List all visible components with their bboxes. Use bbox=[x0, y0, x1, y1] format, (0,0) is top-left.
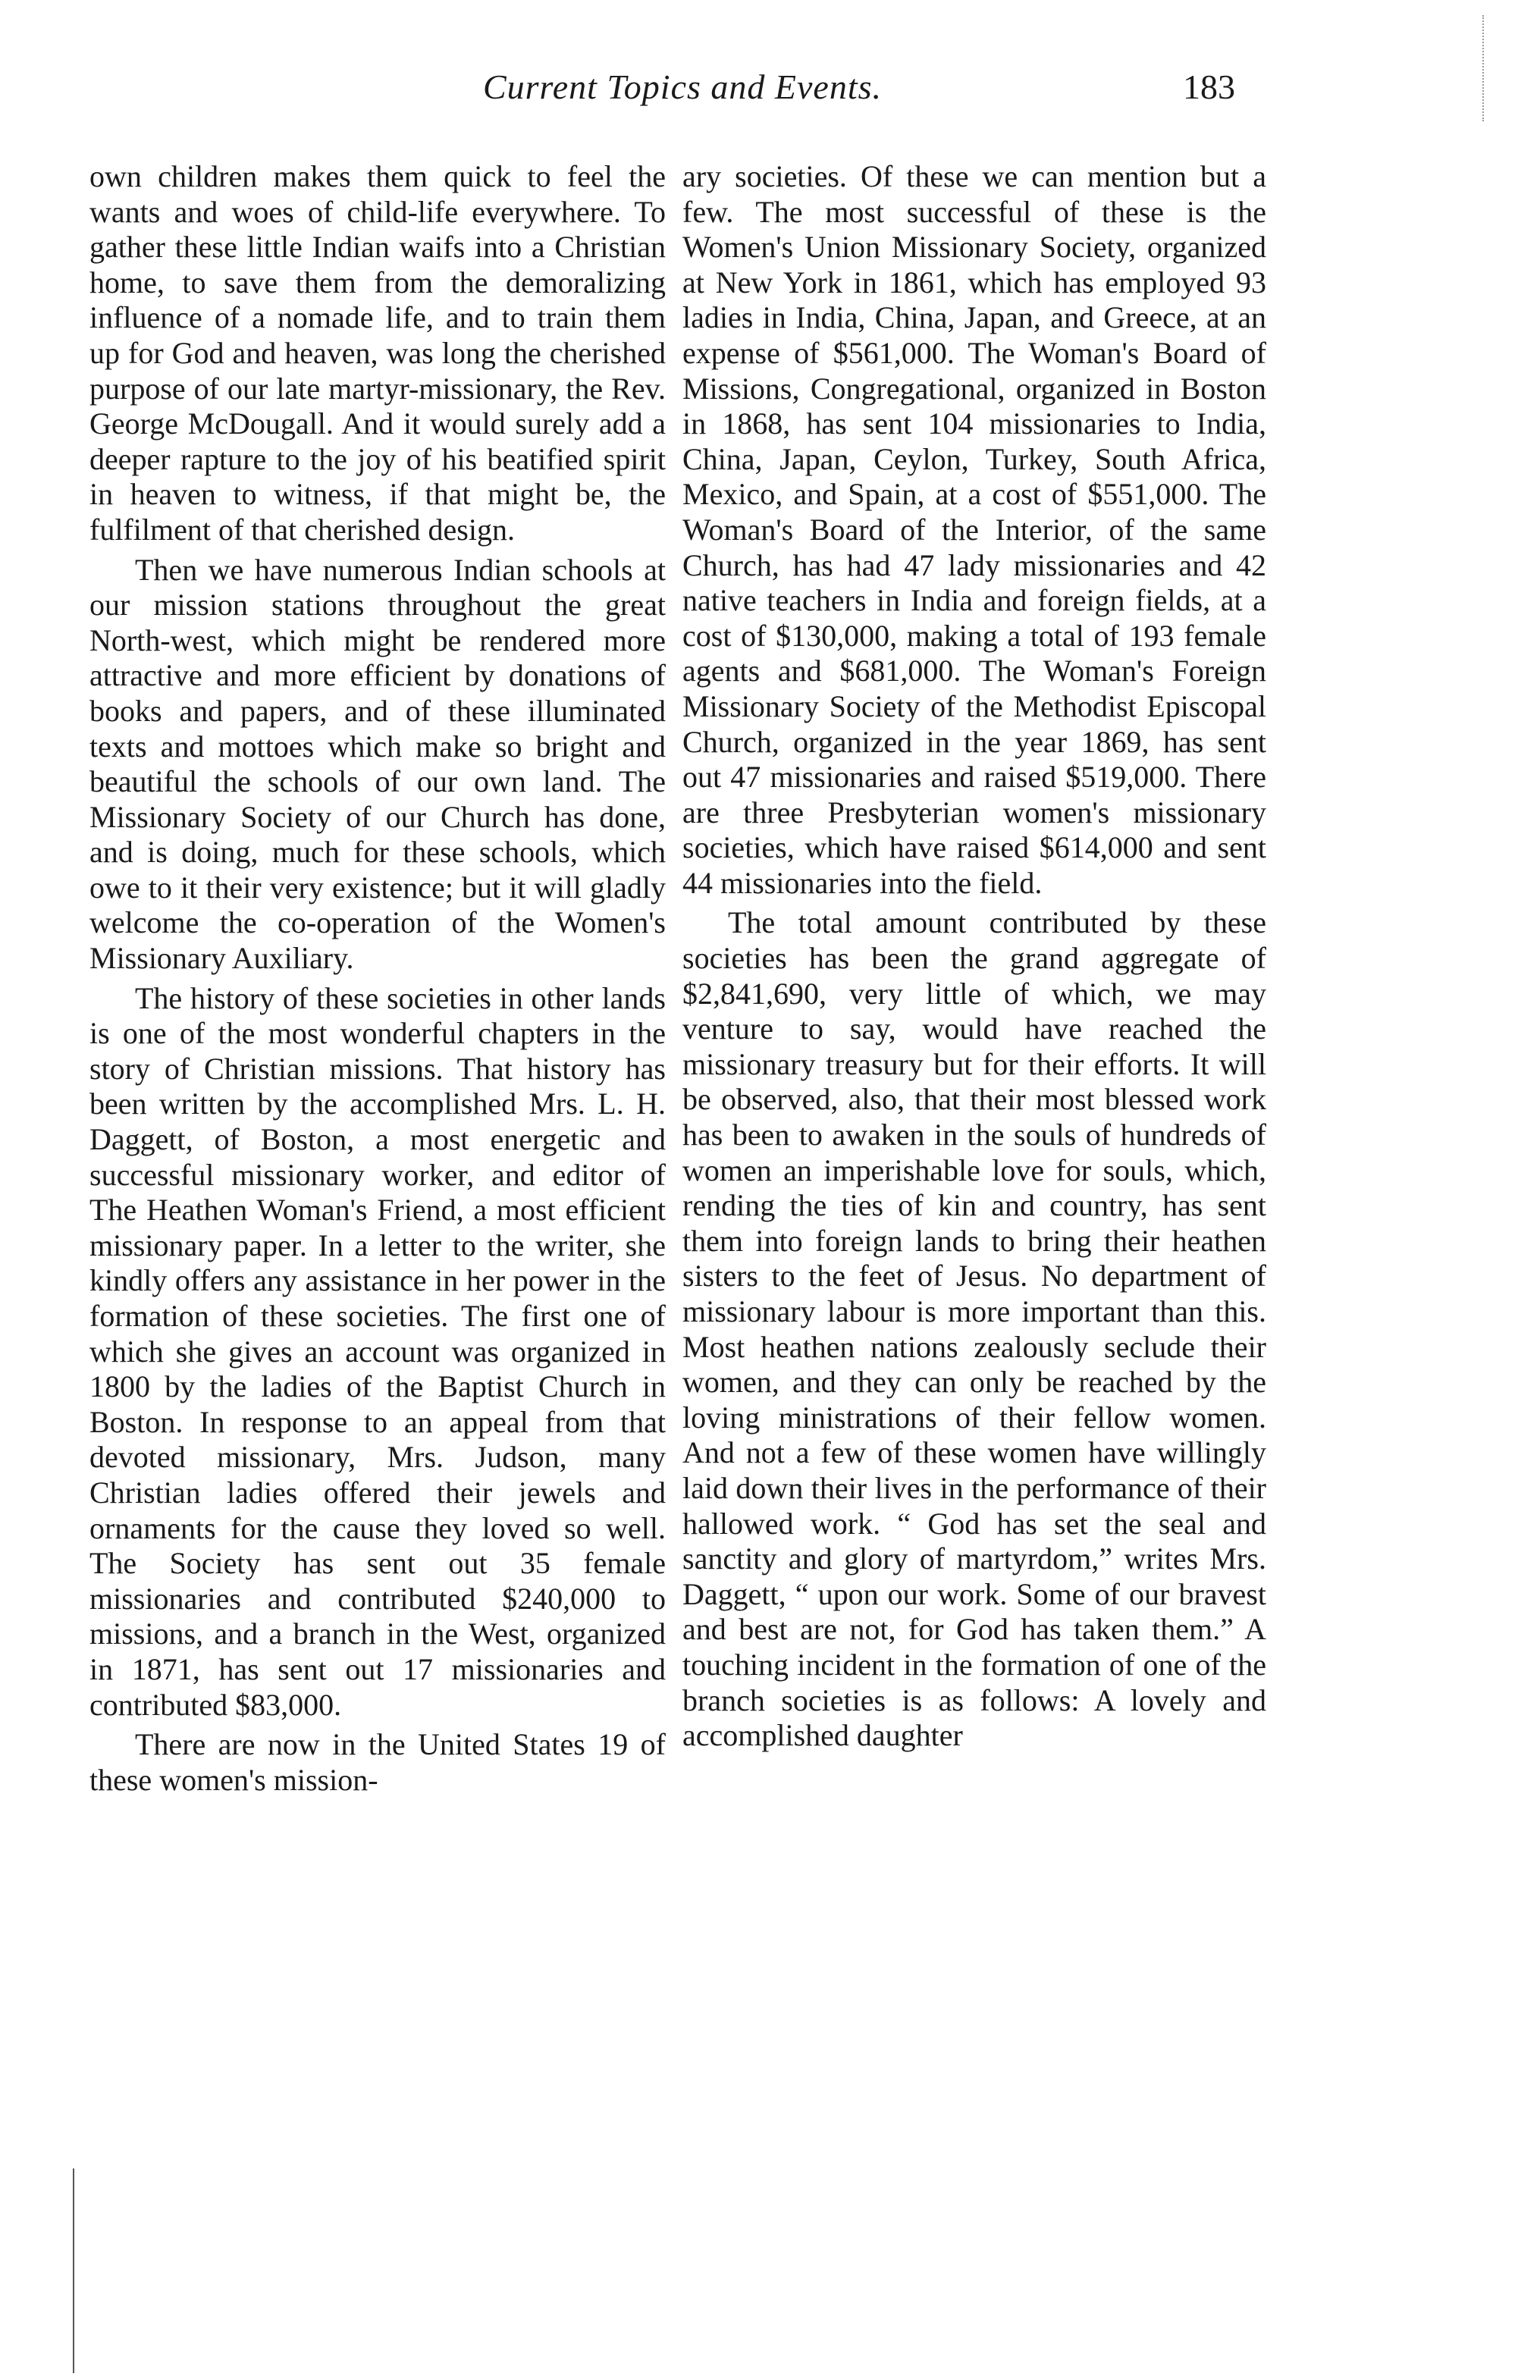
paragraph: The history of these societies in other lands is one of the most wonderful chapters in the story of Christian missions. That history has been written by the accomplished Mrs. L. H. Daggett, of Boston, a most energetic and successful missionary worker, and editor of The Heathen Woman's Friend, a most efficient missionary paper. In a letter to the writer, she kindly offers any assistance in her power in the formation of these societies. The first one of which she gives an account was organized in 1800 by the ladies of the Baptist Church in Boston. In response to an appeal from that devoted missionary, Mrs. Judson, many Christian ladies offered their jewels and ornaments for the cause they loved so well. The Society has sent out 35 female missionaries and contributed $240,000 to missions, and a branch in the West, organized in 1871, has sent out 17 missionaries and contributed $83,000. bbox=[89, 980, 666, 1722]
paragraph: Then we have numerous Indian schools at our mission stations throughout the great North-west, which might be rendered more attractive and more efficient by donations of books and papers, and of these illuminated texts and mottoes which make so bright and beautiful the schools of our own land. The Missionary Society of our Church has done, and is doing, much for these schools, which owe to it their very existence; but it will gladly welcome the co-operation of the Women's Missionary Auxiliary. bbox=[89, 552, 666, 976]
paragraph: The total amount contributed by these societies has been the grand aggregate of $2,841,690, very little of which, we may venture to say, would have reached the missionary treasury but for their efforts. It will be observed, also, that their most blessed work has been to awaken in the souls of hundreds of women an imperishable love for souls, which, rending the ties of kin and country, has sent them into foreign lands to bring their heathen sisters to the feet of Jesus. No department of missionary labour is more important than this. Most heathen nations zealously seclude their women, and they can only be reached by the loving ministrations of their fellow women. And not a few of these women have willingly laid down their lives in the performance of their hallowed work. “ God has set the seal and sanctity and glory of martyrdom,” writes Mrs. Daggett, “ upon our work. Some of our bravest and best are not, for God has taken them.” A touching incident in the formation of one of the branch societies is as follows: A lovely and accomplished daughter bbox=[682, 905, 1266, 1753]
paragraph: ary societies. Of these we can mention but a few. The most successful of these is the Women's Union Missionary Society, organized at New York in 1861, which has employed 93 ladies in India, China, Japan, and Greece, at an expense of $561,000. The Woman's Board of Missions, Congregational, organized in Boston in 1868, has sent 104 missionaries to India, China, Japan, Ceylon, Turkey, South Africa, Mexico, and Spain, at a cost of $551,000. The Woman's Board of the Interior, of the same Church, has had 47 lady missionaries and 42 native teachers in India and foreign fields, at a cost of $130,000, making a total of 193 female agents and $681,000. The Woman's Foreign Missionary Society of the Methodist Episcopal Church, organized in the year 1869, has sent out 47 missionaries and raised $519,000. There are three Presbyterian women's missionary societies, which have raised $614,000 and sent 44 missionaries into the field. bbox=[682, 159, 1266, 900]
scan-edge-marks bbox=[1482, 15, 1487, 121]
left-column bbox=[89, 159, 666, 1798]
running-title: Current Topics and Events. bbox=[482, 67, 883, 106]
paragraph: There are now in the United States 19 of these women's mission- bbox=[89, 1727, 666, 1797]
right-column bbox=[682, 159, 1266, 1754]
binding-edge-line bbox=[73, 2168, 74, 2373]
paragraph: own children makes them quick to feel the wants and woes of child-life everywhere. To gather these little Indian waifs into a Christian home, to save them from the demoralizing influence of a nomade life, and to train them up for God and heaven, was long the cherished purpose of our late martyr-missionary, the Rev. George McDougall. And it would surely add a deeper rapture to the joy of his beatified spirit in heaven to witness, if that might be, the fulfilment of that cherished design. bbox=[89, 159, 666, 547]
page-number: 183 bbox=[1183, 67, 1235, 106]
running-header bbox=[91, 67, 1274, 120]
